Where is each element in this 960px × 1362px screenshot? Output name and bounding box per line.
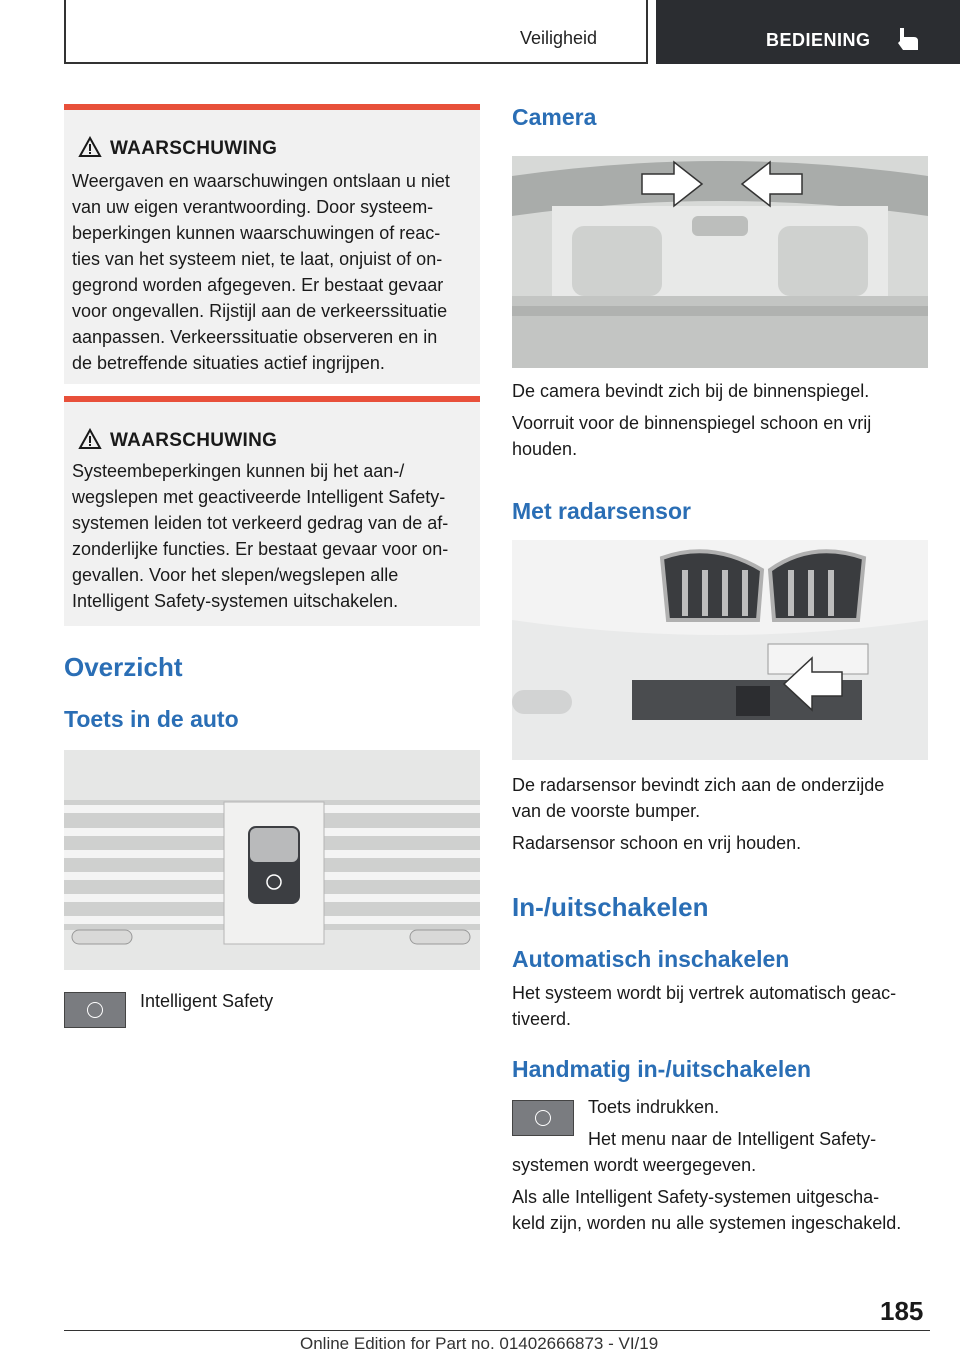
pointing-hand-icon xyxy=(894,26,920,52)
warning-title: WAARSCHUWING xyxy=(110,138,278,159)
warning-triangle-icon xyxy=(78,428,102,450)
manual-text-2a: Het menu naar de Intelligent Safety- xyxy=(588,1129,877,1149)
onoff-heading: In-/uitschakelen xyxy=(512,892,709,922)
warning-title: WAARSCHUWING xyxy=(110,430,278,451)
camera-photo xyxy=(512,156,928,368)
page-number: 185 xyxy=(880,1296,924,1326)
radar-photo xyxy=(512,540,928,760)
camera-text-2: Voorruit voor de binnenspiegel schoon en vrij houden. xyxy=(512,413,872,459)
warning-box-1 xyxy=(64,104,480,384)
button-label: Intelligent Safety xyxy=(140,991,274,1011)
overview-heading: Overzicht xyxy=(64,652,183,682)
manual-heading: Handmatig in-/uitschakelen xyxy=(512,1056,812,1082)
radar-text-2: Radarsensor schoon en vrij houden. xyxy=(512,833,802,853)
intelligent-safety-button-icon xyxy=(64,992,126,1028)
radar-heading: Met radarsensor xyxy=(512,498,691,524)
warning-text: Weergaven en waarschuwingen ontslaan u niet van uw eigen verantwoording. Door systeem‐ beperkingen kunnen waarschuwingen of reac‐ ties van het systeem niet, te laat, onjuist of on‐ gegrond worden afgegeven. Er bestaat gevaar voor ongevallen. Rijstijl aan de verkeerssituatie aanpassen. Verkeerssituatie observeren en in de betreffende situaties actief ingrijpen. xyxy=(72,171,450,373)
manual-text-3: Als alle Intelligent Safety-systemen uitgescha‐ keld zijn, worden nu alle systemen ingeschakeld. xyxy=(512,1187,902,1233)
header-left-box xyxy=(64,0,648,64)
chapter-title: BEDIENING xyxy=(766,30,871,50)
radar-text-1: De radarsensor bevindt zich aan de onderzijde van de voorste bumper. xyxy=(512,775,885,821)
warning-text: Systeembeperkingen kunnen bij het aan-/ wegslepen met geactiveerde Intelligent Safety- systemen leiden tot verkeerd gedrag van de af‐ zonderlijke functies. Er bestaat gevaar voor on‐ gevallen. Voor het slepen/wegslepen alle Intelligent Safety-systemen uitschakelen. xyxy=(72,461,449,611)
button-photo xyxy=(64,750,480,970)
auto-heading: Automatisch inschakelen xyxy=(512,946,790,972)
manual-text-2b: systemen wordt weergegeven. xyxy=(512,1155,757,1175)
section-title: Veiligheid xyxy=(520,28,598,48)
footer-divider xyxy=(64,1330,930,1331)
warning-box-2 xyxy=(64,396,480,626)
manual-text-1: Toets indrukken. xyxy=(588,1097,720,1117)
intelligent-safety-button-icon xyxy=(512,1100,574,1136)
footer-edition: Online Edition for Part no. 01402666873 - VI/19 xyxy=(300,1334,659,1353)
button-in-car-heading: Toets in de auto xyxy=(64,706,239,732)
warning-triangle-icon xyxy=(78,136,102,158)
camera-text-1: De camera bevindt zich bij de binnenspiegel. xyxy=(512,381,870,401)
header-chapter-tab xyxy=(656,0,960,64)
auto-text: Het systeem wordt bij vertrek automatisch geac‐ tiveerd. xyxy=(512,983,897,1029)
camera-heading: Camera xyxy=(512,104,597,130)
